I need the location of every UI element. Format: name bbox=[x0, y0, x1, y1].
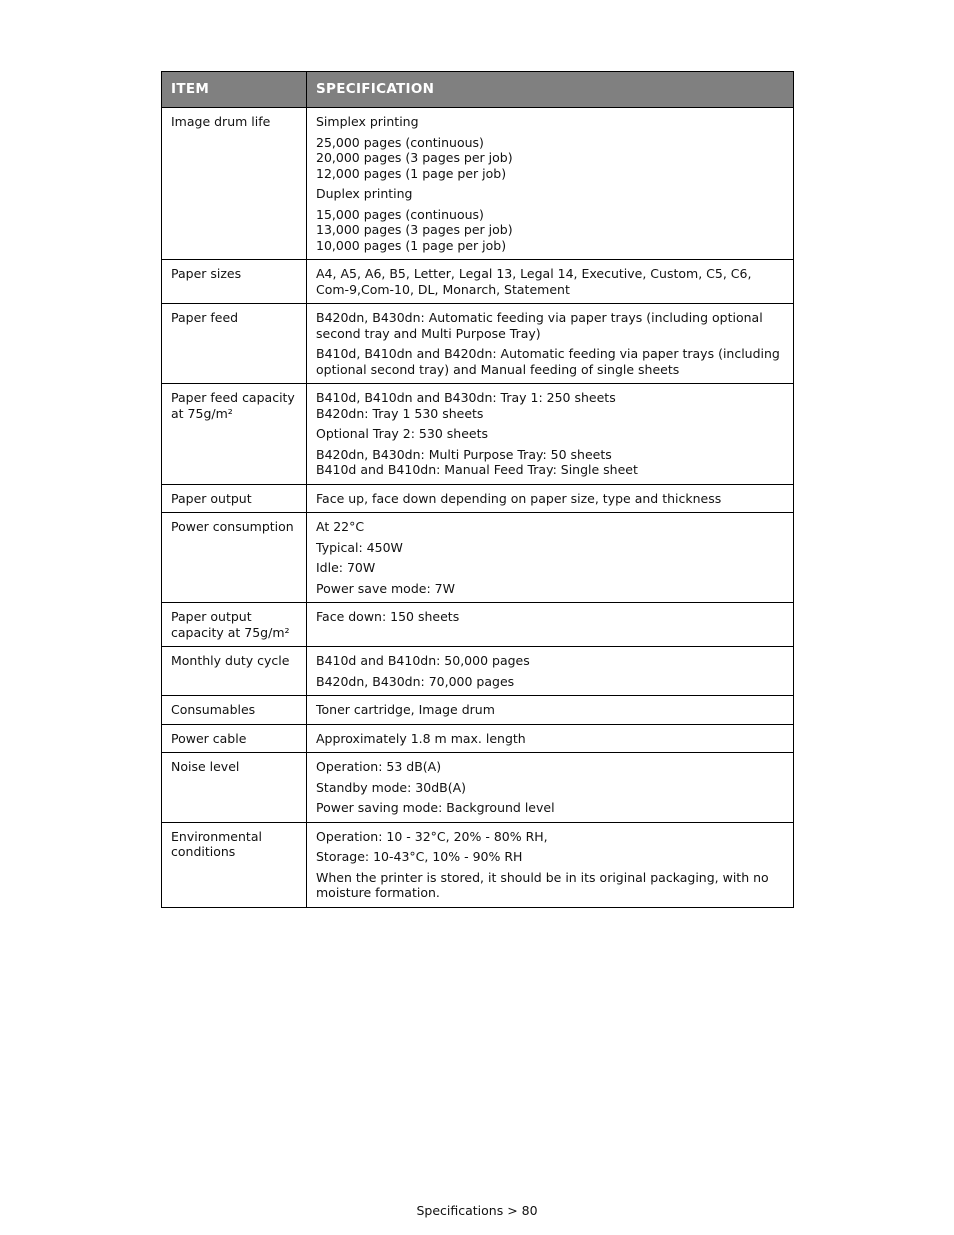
specification-paragraph bbox=[316, 849, 784, 865]
specification-paragraph bbox=[316, 447, 784, 478]
specification-cell bbox=[307, 696, 794, 725]
specifications-table bbox=[161, 71, 794, 908]
item-cell bbox=[162, 513, 307, 603]
specification-line: Approximately 1.8 m max. length bbox=[316, 730, 526, 746]
specification-paragraph bbox=[316, 519, 784, 535]
specification-cell bbox=[307, 724, 794, 753]
specification-line: Com-9,Com-10, DL, Monarch, Statement bbox=[316, 281, 570, 297]
item-cell bbox=[162, 484, 307, 513]
specification-paragraph bbox=[316, 800, 784, 816]
header-item: ITEM bbox=[162, 72, 307, 108]
specification-line: B410d, B410dn and B420dn: Automatic feeding via paper trays (including bbox=[316, 346, 780, 361]
specification-line: B420dn, B430dn: Automatic feeding via paper trays (including optional bbox=[316, 310, 763, 325]
specification-line: Face up, face down depending on paper size, type and thickness bbox=[316, 490, 722, 506]
specification-line: 12,000 pages (1 page per job) bbox=[316, 165, 507, 181]
specification-line: 13,000 pages (3 pages per job) bbox=[316, 222, 513, 237]
item-cell bbox=[162, 603, 307, 647]
specification-line: B420dn, B430dn: 70,000 pages bbox=[316, 673, 515, 689]
specification-line: Toner cartridge, Image drum bbox=[316, 702, 495, 717]
specification-paragraph bbox=[316, 310, 784, 341]
item-cell bbox=[162, 753, 307, 823]
item-label-line: Power cable bbox=[171, 730, 247, 746]
specification-cell bbox=[307, 753, 794, 823]
specification-line: B420dn, B430dn: Multi Purpose Tray: 50 sheets bbox=[316, 446, 612, 462]
header-specification: SPECIFICATION bbox=[307, 72, 794, 108]
item-label-line: Power consumption bbox=[171, 519, 294, 534]
specification-line: second tray and Multi Purpose Tray) bbox=[316, 325, 541, 341]
item-cell bbox=[162, 647, 307, 696]
item-cell bbox=[162, 822, 307, 907]
table-row bbox=[162, 822, 794, 907]
item-cell bbox=[162, 260, 307, 304]
specification-line: 10,000 pages (1 page per job) bbox=[316, 237, 507, 253]
specification-paragraph bbox=[316, 674, 784, 690]
item-cell bbox=[162, 108, 307, 260]
specification-paragraph bbox=[316, 540, 784, 556]
specification-line: Simplex printing bbox=[316, 114, 419, 129]
specification-line: 15,000 pages (continuous) bbox=[316, 206, 484, 222]
specification-line: Storage: 10-43°C, 10% - 90% RH bbox=[316, 849, 523, 864]
specification-line: A4, A5, A6, B5, Letter, Legal 13, Legal 14, Executive, Custom, C5, C6, bbox=[316, 266, 752, 281]
item-label-line: Monthly duty cycle bbox=[171, 653, 290, 668]
specification-paragraph bbox=[316, 609, 784, 625]
specification-line: Power saving mode: Background level bbox=[316, 800, 555, 815]
specification-line: Operation: 53 dB(A) bbox=[316, 759, 442, 774]
specification-line: Optional Tray 2: 530 sheets bbox=[316, 426, 488, 441]
specification-paragraph bbox=[316, 114, 784, 130]
item-label-line: Paper sizes bbox=[171, 266, 242, 281]
item-cell bbox=[162, 696, 307, 725]
specification-cell bbox=[307, 513, 794, 603]
specification-paragraph bbox=[316, 186, 784, 202]
page-footer: Specifications > 80 bbox=[416, 1203, 538, 1218]
table-row bbox=[162, 108, 794, 260]
specification-line: Idle: 70W bbox=[316, 560, 376, 575]
specification-cell bbox=[307, 108, 794, 260]
specification-line: B410d and B410dn: Manual Feed Tray: Single sheet bbox=[316, 462, 638, 477]
specification-line: When the printer is stored, it should be in its original packaging, with no bbox=[316, 869, 769, 885]
specification-paragraph bbox=[316, 653, 784, 669]
specification-line: Standby mode: 30dB(A) bbox=[316, 779, 467, 795]
specification-cell bbox=[307, 603, 794, 647]
specification-line: At 22°C bbox=[316, 519, 365, 534]
specification-paragraph bbox=[316, 266, 784, 297]
item-label-line: Paper output bbox=[171, 490, 252, 506]
specification-cell bbox=[307, 484, 794, 513]
specification-paragraph bbox=[316, 207, 784, 254]
specification-line: B410d and B410dn: 50,000 pages bbox=[316, 653, 530, 668]
specification-paragraph bbox=[316, 346, 784, 377]
item-label-line: Noise level bbox=[171, 759, 240, 774]
item-cell bbox=[162, 724, 307, 753]
specification-paragraph bbox=[316, 731, 784, 747]
specification-paragraph bbox=[316, 829, 784, 845]
specification-paragraph bbox=[316, 135, 784, 182]
specification-line: Power save mode: 7W bbox=[316, 580, 455, 596]
table-row bbox=[162, 513, 794, 603]
specification-cell bbox=[307, 384, 794, 485]
item-label-line: Paper output bbox=[171, 609, 252, 624]
table-header-row bbox=[162, 72, 794, 108]
specification-paragraph bbox=[316, 560, 784, 576]
specification-paragraph bbox=[316, 870, 784, 901]
table-row bbox=[162, 484, 794, 513]
table-row bbox=[162, 724, 794, 753]
table-row bbox=[162, 304, 794, 384]
specification-line: 20,000 pages (3 pages per job) bbox=[316, 150, 513, 165]
specification-cell bbox=[307, 647, 794, 696]
specification-paragraph bbox=[316, 581, 784, 597]
specification-cell bbox=[307, 822, 794, 907]
item-label-line: capacity at 75g/m² bbox=[171, 624, 290, 640]
specification-paragraph bbox=[316, 491, 784, 507]
item-label-line: Paper feed capacity bbox=[171, 390, 295, 405]
specification-line: B420dn: Tray 1 530 sheets bbox=[316, 405, 484, 421]
specification-paragraph bbox=[316, 390, 784, 421]
item-label-line: Consumables bbox=[171, 702, 256, 717]
table-row bbox=[162, 260, 794, 304]
item-label-line: Paper feed bbox=[171, 310, 239, 325]
specification-paragraph bbox=[316, 780, 784, 796]
specification-line: optional second tray) and Manual feeding of single sheets bbox=[316, 361, 680, 377]
specification-paragraph bbox=[316, 426, 784, 442]
specification-cell bbox=[307, 304, 794, 384]
table-row bbox=[162, 753, 794, 823]
table-row bbox=[162, 647, 794, 696]
item-label-line: Image drum life bbox=[171, 114, 271, 129]
specification-line: B410d, B410dn and B430dn: Tray 1: 250 sheets bbox=[316, 390, 616, 405]
item-cell bbox=[162, 384, 307, 485]
specification-line: Operation: 10 - 32°C, 20% - 80% RH, bbox=[316, 828, 548, 844]
item-label-line: Environmental bbox=[171, 828, 262, 844]
specification-line: Duplex printing bbox=[316, 186, 413, 201]
table-row bbox=[162, 696, 794, 725]
specification-cell bbox=[307, 260, 794, 304]
specification-paragraph bbox=[316, 702, 784, 718]
item-label-line: at 75g/m² bbox=[171, 405, 233, 421]
specification-line: moisture formation. bbox=[316, 885, 440, 900]
table-body bbox=[162, 108, 794, 908]
item-cell bbox=[162, 304, 307, 384]
specification-paragraph bbox=[316, 759, 784, 775]
table-row bbox=[162, 384, 794, 485]
table-row bbox=[162, 603, 794, 647]
item-label-line: conditions bbox=[171, 844, 236, 859]
specification-line: Face down: 150 sheets bbox=[316, 609, 460, 624]
specification-line: 25,000 pages (continuous) bbox=[316, 134, 484, 150]
specification-line: Typical: 450W bbox=[316, 539, 403, 555]
